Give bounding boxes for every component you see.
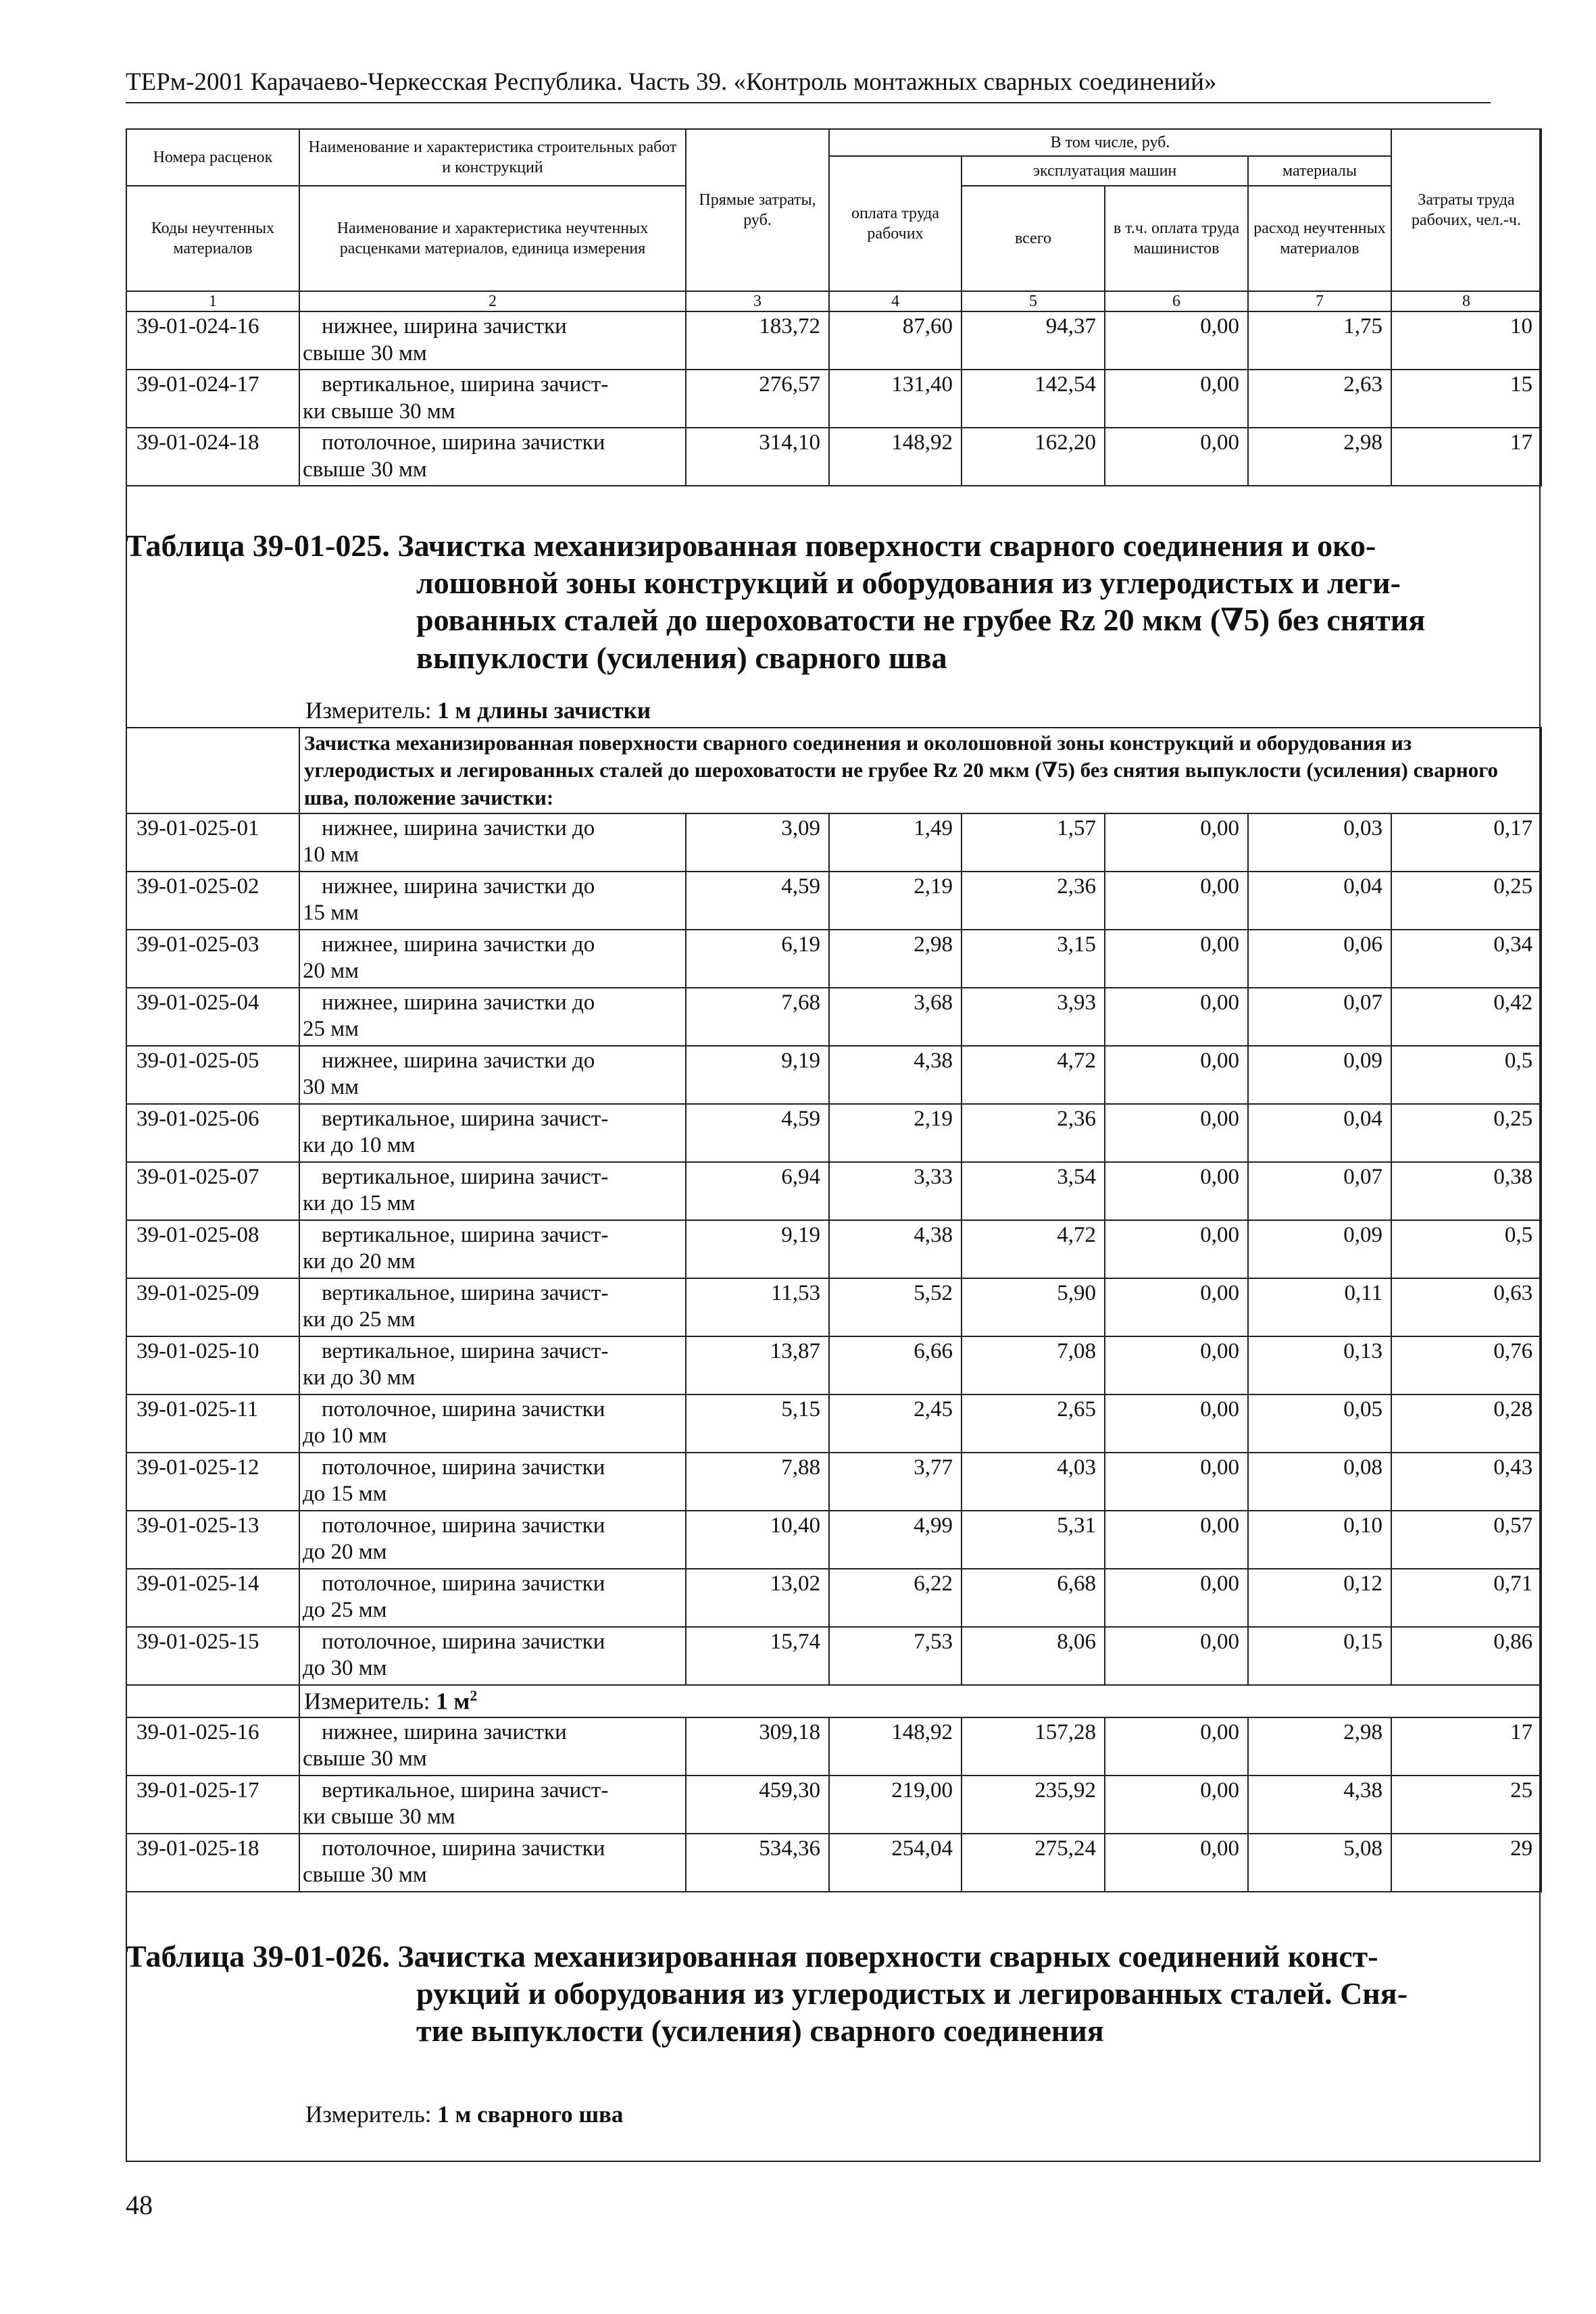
rate-code: 39-01-025-11 (126, 1394, 299, 1453)
value-v6: 0,00 (1105, 1453, 1248, 1511)
rate-name-line: свыше 30 мм (303, 1746, 427, 1771)
value-v5: 2,65 (962, 1394, 1105, 1453)
value-v4: 6,22 (829, 1569, 962, 1627)
value-v7: 0,11 (1248, 1278, 1391, 1336)
rate-name-line: ки свыше 30 мм (303, 399, 455, 424)
value-v6: 0,00 (1105, 428, 1248, 486)
value-v8: 0,57 (1391, 1511, 1541, 1569)
value-v8: 0,25 (1391, 872, 1541, 930)
group-header: В том числе, руб. (829, 129, 1391, 156)
value-v8: 0,42 (1391, 988, 1541, 1046)
page-header (126, 68, 1491, 103)
rate-code: 39-01-025-13 (126, 1511, 299, 1569)
rate-name-line: ки до 30 мм (303, 1365, 416, 1390)
rate-name-line: нижнее, ширина зачистки до (322, 1048, 595, 1073)
group-materials-header: материалы (1248, 156, 1391, 186)
rate-name-line: вертикальное, ширина зачист- (322, 1338, 609, 1363)
table-025-meter-2: Измеритель: 1 $м^2$ (299, 1685, 1541, 1717)
value-v6: 0,00 (1105, 1104, 1248, 1162)
value-v8: 0,25 (1391, 1104, 1541, 1162)
value-v5: 7,08 (962, 1336, 1105, 1394)
value-v3: 13,87 (686, 1336, 829, 1394)
col2-header-bottom: Наименование и характеристика неучтенных расценками материалов, единица измерения (299, 186, 686, 291)
rate-code: 39-01-025-10 (126, 1336, 299, 1394)
rate-name-line: вертикальное, ширина зачист- (322, 1778, 609, 1803)
header-title: ТЕРм-2001 Карачаево-Черкесская Республика. Часть 39. «Контроль монтажных сварных соединений» (126, 68, 1217, 96)
value-v7: 2,98 (1248, 428, 1391, 486)
rate-name-line: 25 мм (303, 1017, 359, 1042)
rate-name-line: нижнее, ширина зачистки (322, 1719, 567, 1744)
value-v4: 2,45 (829, 1394, 962, 1453)
col3-header: Прямые затраты, руб. (686, 129, 829, 291)
value-v5: 142,54 (962, 370, 1105, 428)
value-v4: 254,04 (829, 1834, 962, 1892)
column-number: 6 (1105, 291, 1248, 311)
value-v5: 2,36 (962, 1104, 1105, 1162)
rate-name-line: нижнее, ширина зачистки до (322, 815, 595, 840)
column-number: 8 (1391, 291, 1541, 311)
rate-code: 39-01-025-18 (126, 1834, 299, 1892)
value-v8: 0,5 (1391, 1046, 1541, 1104)
value-v6: 0,00 (1105, 1046, 1248, 1104)
value-v3: 314,10 (686, 428, 829, 486)
rate-code: 39-01-025-17 (126, 1776, 299, 1834)
value-v6: 0,00 (1105, 1627, 1248, 1685)
page-frame (126, 128, 1541, 2162)
value-v5: 4,72 (962, 1046, 1105, 1104)
col5-header: всего (962, 186, 1105, 291)
table-025-title: Таблица 39-01-025. Зачистка механизированная поверхности сварного соединения и око- лошовной зоны конструкций и оборудования из углеродистых и леги- рованных сталей до шероховатости не грубее Rz 20 мкм (∇5) без снятия выпуклости (усиления) сварного шва (126, 528, 1426, 675)
value-v5: 3,15 (962, 930, 1105, 988)
rate-name-line: потолочное, ширина зачистки (322, 1571, 605, 1596)
value-v6: 0,00 (1105, 1336, 1248, 1394)
value-v7: 0,10 (1248, 1511, 1391, 1569)
value-v3: 9,19 (686, 1046, 829, 1104)
value-v5: 2,36 (962, 872, 1105, 930)
value-v8: 0,38 (1391, 1162, 1541, 1220)
value-v5: 3,54 (962, 1162, 1105, 1220)
rate-name-line: свыше 30 мм (303, 1863, 427, 1888)
rate-name-line: потолочное, ширина зачистки (322, 1455, 605, 1480)
col1-header-top: Номера расценок (126, 129, 299, 186)
value-v7: 2,98 (1248, 1717, 1391, 1776)
rate-name-line: ки до 10 мм (303, 1133, 416, 1158)
column-number: 5 (962, 291, 1105, 311)
value-v6: 0,00 (1105, 872, 1248, 930)
value-v4: 3,77 (829, 1453, 962, 1511)
value-v4: 5,52 (829, 1278, 962, 1336)
value-v3: 309,18 (686, 1717, 829, 1776)
value-v3: 11,53 (686, 1278, 829, 1336)
value-v4: 219,00 (829, 1776, 962, 1834)
value-v6: 0,00 (1105, 1569, 1248, 1627)
rate-code: 39-01-025-01 (126, 813, 299, 872)
value-v5: 5,90 (962, 1278, 1105, 1336)
value-v5: 235,92 (962, 1776, 1105, 1834)
rate-name-line: свыше 30 мм (303, 457, 427, 482)
rate-code: 39-01-024-16 (126, 311, 299, 370)
value-v5: 5,31 (962, 1511, 1105, 1569)
table-026-title: Таблица 39-01-026. Зачистка механизированная поверхности сварных соединений конст- рукций и оборудования из углеродистых и легированных сталей. Сня- тие выпуклости (усиления) сварного соединения (126, 1939, 1408, 2048)
value-v7: 0,13 (1248, 1336, 1391, 1394)
value-v6: 0,00 (1105, 1394, 1248, 1453)
value-v6: 0,00 (1105, 1717, 1248, 1776)
value-v7: 0,03 (1248, 813, 1391, 872)
col2-header-top: Наименование и характеристика строительных работ и конструкций (299, 129, 686, 186)
rate-code: 39-01-025-09 (126, 1278, 299, 1336)
rate-name-line: нижнее, ширина зачистки до (322, 932, 595, 957)
table-026-meter: Измеритель: 1 м сварного шва (305, 2101, 624, 2128)
rate-code: 39-01-024-18 (126, 428, 299, 486)
col7-header: расход неучтенных материалов (1248, 186, 1391, 291)
value-v8: 0,28 (1391, 1394, 1541, 1453)
rate-name-line: потолочное, ширина зачистки (322, 1513, 605, 1538)
rate-code: 39-01-025-08 (126, 1220, 299, 1278)
rate-code: 39-01-025-03 (126, 930, 299, 988)
value-v7: 0,08 (1248, 1453, 1391, 1511)
rate-name-line: до 15 мм (303, 1482, 387, 1507)
rate-code: 39-01-025-14 (126, 1569, 299, 1627)
value-v4: 148,92 (829, 1717, 962, 1776)
value-v6: 0,00 (1105, 311, 1248, 370)
value-v4: 2,98 (829, 930, 962, 988)
rate-name-line: вертикальное, ширина зачист- (322, 1280, 609, 1305)
value-v8: 17 (1391, 428, 1541, 486)
value-v4: 6,66 (829, 1336, 962, 1394)
value-v8: 0,86 (1391, 1627, 1541, 1685)
rate-code: 39-01-025-06 (126, 1104, 299, 1162)
value-v6: 0,00 (1105, 988, 1248, 1046)
column-number: 3 (686, 291, 829, 311)
value-v8: 29 (1391, 1834, 1541, 1892)
group-machines-header: эксплуатация машин (962, 156, 1248, 186)
rate-name-line: потолочное, ширина зачистки (322, 430, 605, 455)
rate-name-line: ки свыше 30 мм (303, 1805, 455, 1830)
value-v8: 0,5 (1391, 1220, 1541, 1278)
value-v7: 0,12 (1248, 1569, 1391, 1627)
value-v3: 534,36 (686, 1834, 829, 1892)
value-v6: 0,00 (1105, 1278, 1248, 1336)
value-v8: 15 (1391, 370, 1541, 428)
value-v4: 1,49 (829, 813, 962, 872)
value-v7: 0,09 (1248, 1220, 1391, 1278)
value-v4: 131,40 (829, 370, 962, 428)
value-v7: 0,07 (1248, 1162, 1391, 1220)
value-v7: 0,05 (1248, 1394, 1391, 1453)
column-number: 7 (1248, 291, 1391, 311)
rate-name-line: нижнее, ширина зачистки (322, 314, 567, 338)
rate-name-line: нижнее, ширина зачистки до (322, 990, 595, 1015)
value-v5: 162,20 (962, 428, 1105, 486)
rate-name-line: свыше 30 мм (303, 341, 427, 366)
rate-name-line: 30 мм (303, 1075, 359, 1100)
value-v6: 0,00 (1105, 1511, 1248, 1569)
value-v6: 0,00 (1105, 1162, 1248, 1220)
value-v3: 13,02 (686, 1569, 829, 1627)
rate-name-line: вертикальное, ширина зачист- (322, 1106, 609, 1131)
value-v4: 7,53 (829, 1627, 962, 1685)
value-v7: 0,15 (1248, 1627, 1391, 1685)
value-v7: 5,08 (1248, 1834, 1391, 1892)
rate-name-line: вертикальное, ширина зачист- (322, 1222, 609, 1247)
value-v5: 1,57 (962, 813, 1105, 872)
value-v6: 0,00 (1105, 930, 1248, 988)
value-v3: 7,88 (686, 1453, 829, 1511)
rate-code: 39-01-025-16 (126, 1717, 299, 1776)
value-v6: 0,00 (1105, 1776, 1248, 1834)
value-v4: 3,68 (829, 988, 962, 1046)
value-v6: 0,00 (1105, 370, 1248, 428)
value-v7: 0,04 (1248, 1104, 1391, 1162)
value-v3: 4,59 (686, 872, 829, 930)
col4-header: оплата труда рабочих (829, 156, 962, 291)
col8-header: Затраты труда рабочих, чел.-ч. (1391, 129, 1541, 291)
rate-name-line: ки до 15 мм (303, 1191, 416, 1216)
value-v5: 157,28 (962, 1717, 1105, 1776)
value-v7: 1,75 (1248, 311, 1391, 370)
value-v3: 6,94 (686, 1162, 829, 1220)
rate-name-line: ки до 25 мм (303, 1307, 416, 1332)
value-v5: 6,68 (962, 1569, 1105, 1627)
value-v7: 4,38 (1248, 1776, 1391, 1834)
value-v5: 94,37 (962, 311, 1105, 370)
value-v3: 9,19 (686, 1220, 829, 1278)
value-v4: 3,33 (829, 1162, 962, 1220)
value-v3: 459,30 (686, 1776, 829, 1834)
value-v7: 2,63 (1248, 370, 1391, 428)
rate-code: 39-01-025-07 (126, 1162, 299, 1220)
value-v3: 276,57 (686, 370, 829, 428)
value-v3: 5,15 (686, 1394, 829, 1453)
value-v4: 148,92 (829, 428, 962, 486)
col6-header: в т.ч. оплата труда машинистов (1105, 186, 1248, 291)
rate-code: 39-01-025-12 (126, 1453, 299, 1511)
rate-name-line: до 30 мм (303, 1656, 387, 1681)
value-v8: 0,71 (1391, 1569, 1541, 1627)
value-v4: 2,19 (829, 1104, 962, 1162)
value-v5: 3,93 (962, 988, 1105, 1046)
value-v3: 15,74 (686, 1627, 829, 1685)
column-number: 2 (299, 291, 686, 311)
rate-name-line: до 10 мм (303, 1424, 387, 1449)
rate-code: 39-01-025-15 (126, 1627, 299, 1685)
value-v8: 0,63 (1391, 1278, 1541, 1336)
value-v5: 275,24 (962, 1834, 1105, 1892)
rate-name-line: до 20 мм (303, 1540, 387, 1565)
value-v3: 3,09 (686, 813, 829, 872)
rate-name-line: нижнее, ширина зачистки до (322, 874, 595, 899)
rate-name-line: вертикальное, ширина зачист- (322, 1164, 609, 1189)
value-v3: 7,68 (686, 988, 829, 1046)
value-v7: 0,06 (1248, 930, 1391, 988)
value-v6: 0,00 (1105, 1220, 1248, 1278)
value-v8: 0,17 (1391, 813, 1541, 872)
value-v8: 0,76 (1391, 1336, 1541, 1394)
rate-name-line: потолочное, ширина зачистки (322, 1836, 605, 1861)
value-v8: 10 (1391, 311, 1541, 370)
rate-code: 39-01-025-02 (126, 872, 299, 930)
column-number: 1 (126, 291, 299, 311)
rate-name-line: потолочное, ширина зачистки (322, 1629, 605, 1654)
value-v8: 0,43 (1391, 1453, 1541, 1511)
value-v8: 0,34 (1391, 930, 1541, 988)
value-v3: 183,72 (686, 311, 829, 370)
table-025-meter: Измеритель: 1 м длины зачистки (305, 697, 651, 724)
value-v4: 4,38 (829, 1046, 962, 1104)
value-v7: 0,09 (1248, 1046, 1391, 1104)
value-v4: 2,19 (829, 872, 962, 930)
value-v4: 87,60 (829, 311, 962, 370)
value-v3: 4,59 (686, 1104, 829, 1162)
rate-name-line: вертикальное, ширина зачист- (322, 372, 609, 397)
rate-code: 39-01-025-04 (126, 988, 299, 1046)
rate-code: 39-01-024-17 (126, 370, 299, 428)
value-v5: 4,72 (962, 1220, 1105, 1278)
rate-name-line: потолочное, ширина зачистки (322, 1397, 605, 1422)
value-v6: 0,00 (1105, 813, 1248, 872)
value-v5: 4,03 (962, 1453, 1105, 1511)
value-v3: 6,19 (686, 930, 829, 988)
page-number: 48 (126, 2190, 153, 2220)
rate-name-line: 10 мм (303, 842, 359, 867)
value-v3: 10,40 (686, 1511, 829, 1569)
col1-header-bottom: Коды неучтенных материалов (126, 186, 299, 291)
rate-name-line: 20 мм (303, 959, 359, 984)
value-v8: 25 (1391, 1776, 1541, 1834)
value-v7: 0,04 (1248, 872, 1391, 930)
column-number: 4 (829, 291, 962, 311)
rate-name-line: 15 мм (303, 901, 359, 926)
rate-code: 39-01-025-05 (126, 1046, 299, 1104)
rate-name-line: до 25 мм (303, 1598, 387, 1623)
table-025-description: Зачистка механизированная поверхности сварного соединения и околошовной зоны конструкций и оборудования из углеродистых и легированных сталей до шероховатости не грубее Rz 20 мкм (∇5) без снятия выпуклости (усиления) сварного шва, положение зачистки: (299, 728, 1541, 813)
value-v6: 0,00 (1105, 1834, 1248, 1892)
rate-name-line: ки до 20 мм (303, 1249, 416, 1274)
value-v7: 0,07 (1248, 988, 1391, 1046)
value-v8: 17 (1391, 1717, 1541, 1776)
value-v4: 4,38 (829, 1220, 962, 1278)
value-v4: 4,99 (829, 1511, 962, 1569)
value-v5: 8,06 (962, 1627, 1105, 1685)
